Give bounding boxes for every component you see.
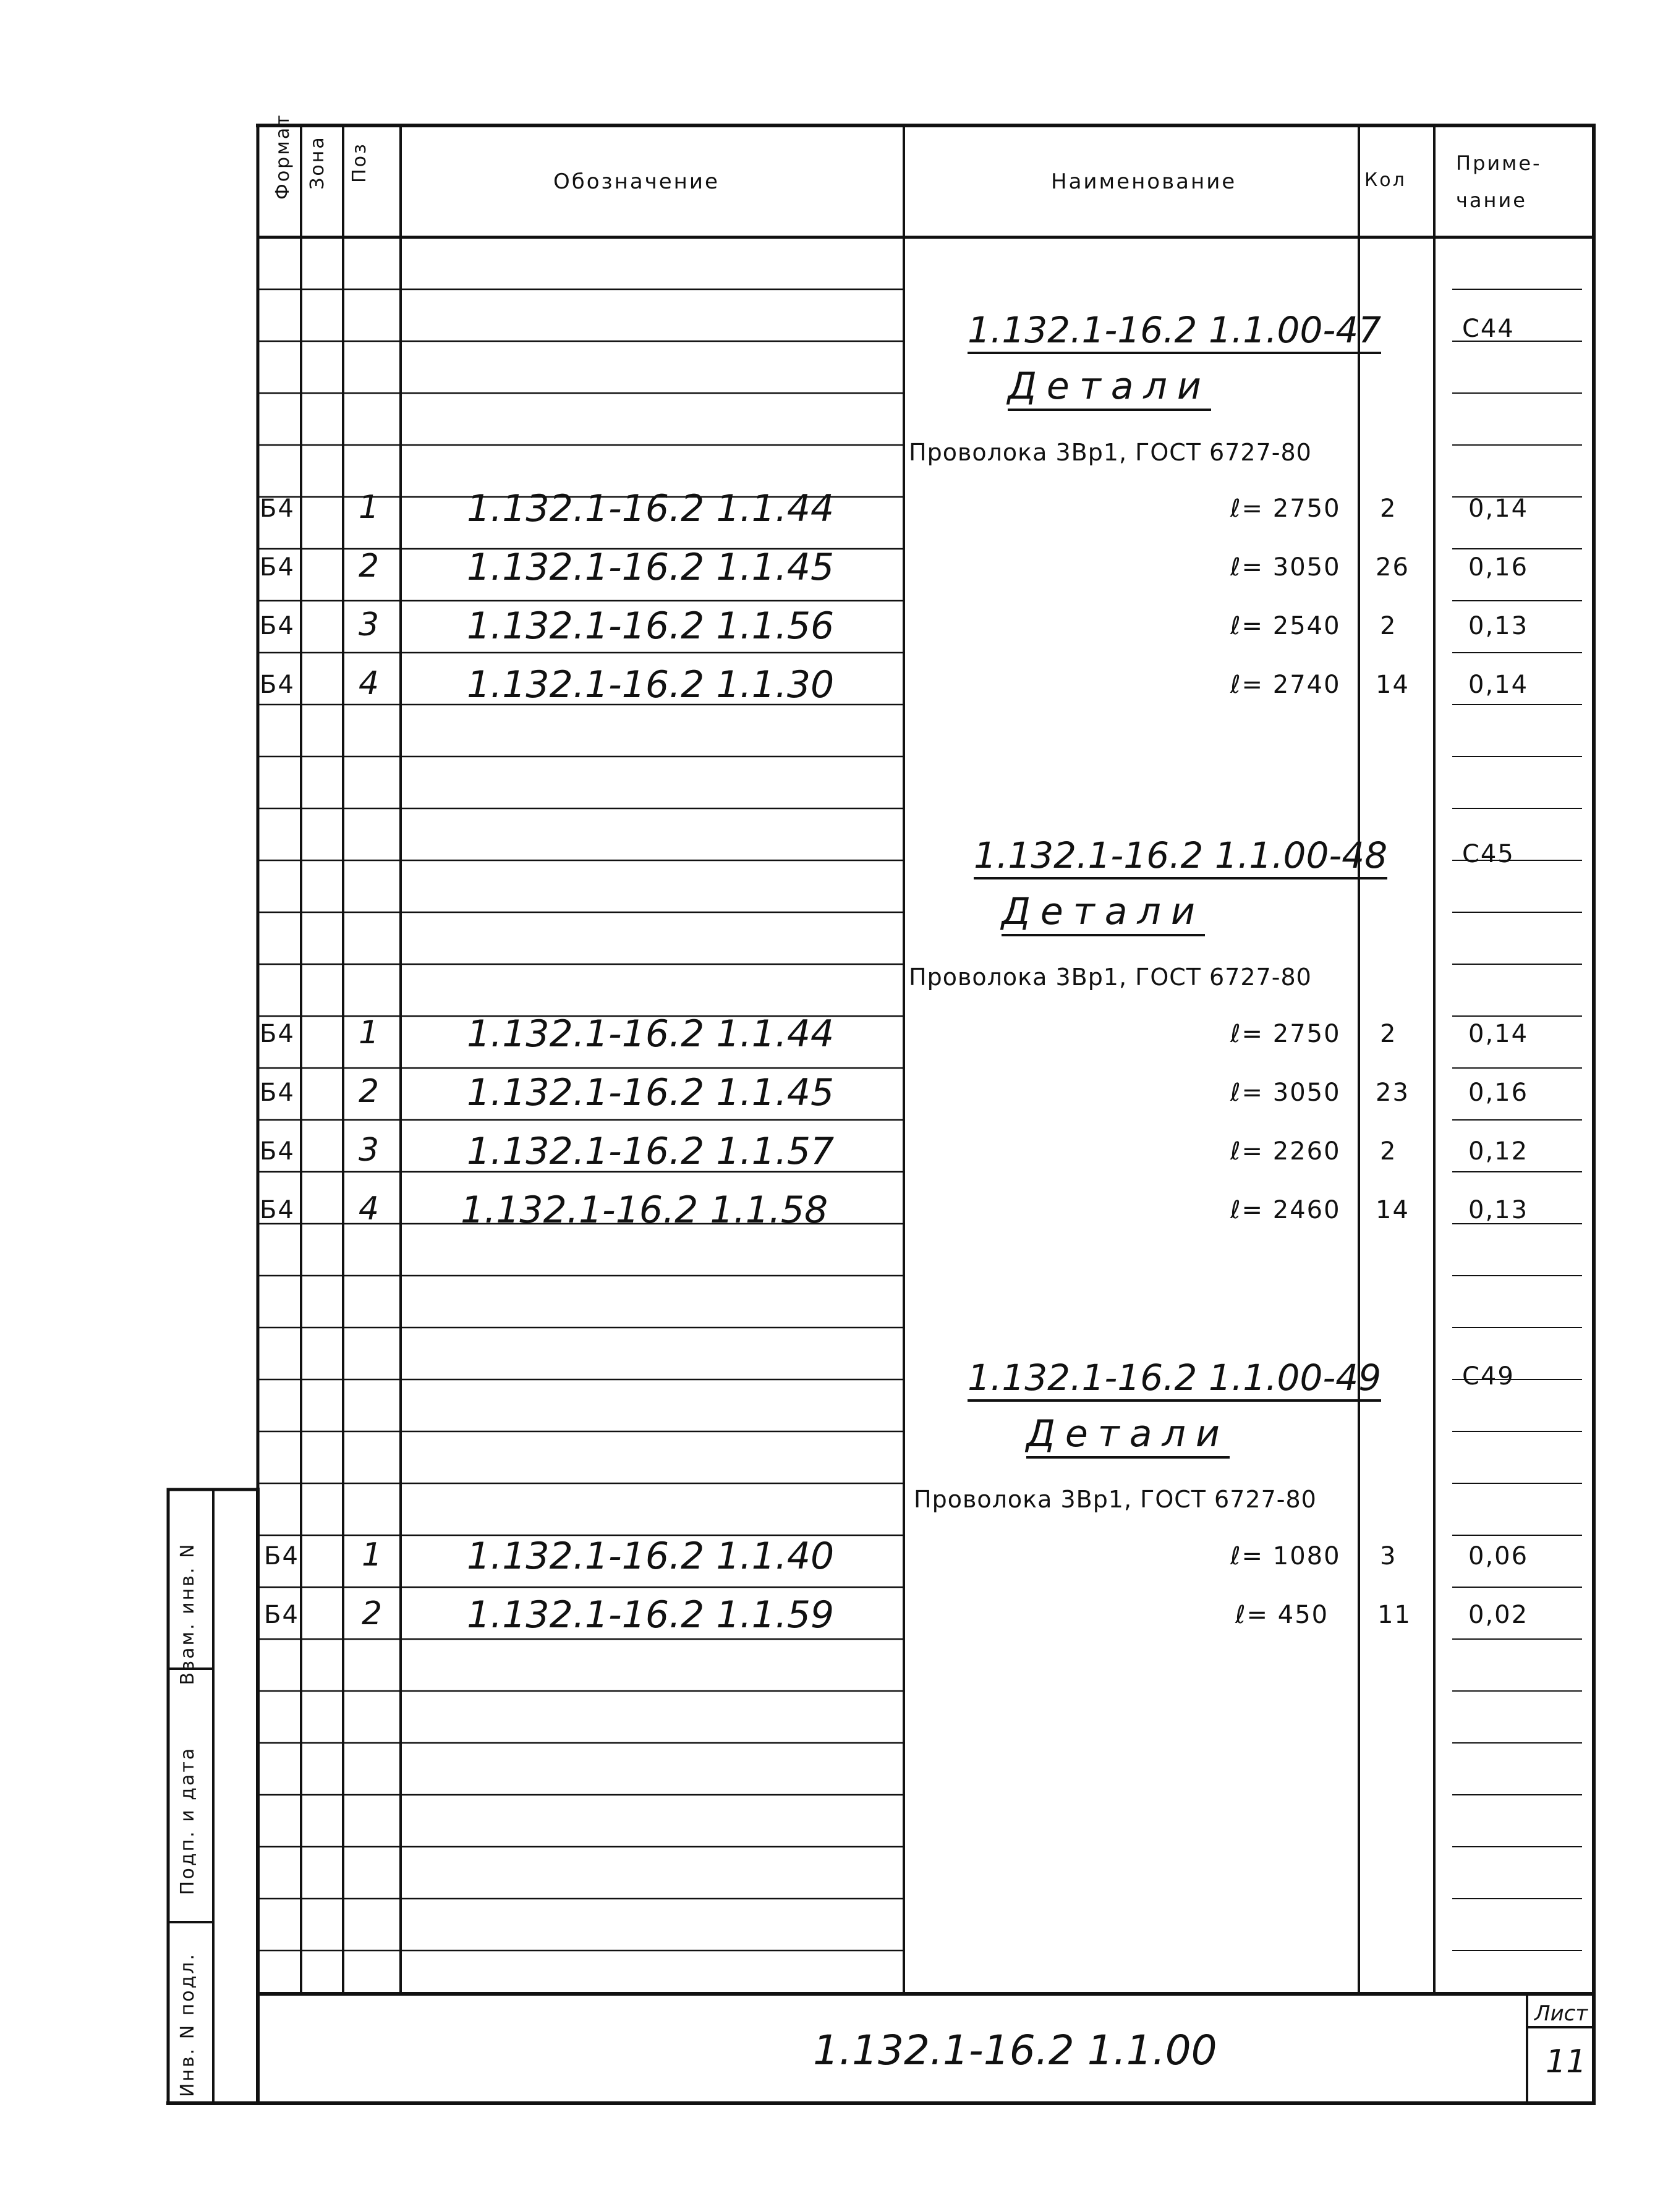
cell-format: Б4: [260, 553, 295, 582]
cell-note: 0,06: [1468, 1542, 1529, 1570]
details-subtitle: Детали: [1008, 368, 1211, 411]
details-subtitle: Детали: [1026, 1415, 1230, 1459]
header-qty: Кол: [1364, 169, 1406, 191]
cell-qty: 23: [1376, 1078, 1410, 1107]
cell-qty: 2: [1380, 1020, 1397, 1048]
sheet-label: Лист: [1534, 2001, 1588, 2026]
assembly-note: С45: [1462, 840, 1515, 868]
cell-format: Б4: [260, 1078, 295, 1107]
assembly-title: 1.132.1-16.2 1.1.00-47: [968, 312, 1381, 354]
cell-format: Б4: [260, 1020, 295, 1048]
stamp-replaced-inv: Взам. инв. N: [177, 1542, 198, 1685]
cell-name: ℓ= 450: [1235, 1601, 1329, 1629]
cell-designation: 1.132.1-16.2 1.1.56: [467, 604, 835, 648]
cell-qty: 14: [1376, 671, 1410, 699]
cell-designation: 1.132.1-16.2 1.1.58: [461, 1189, 828, 1232]
cell-qty: 2: [1380, 612, 1397, 640]
assembly-note: С49: [1462, 1362, 1515, 1391]
cell-qty: 26: [1376, 553, 1410, 582]
cell-pos: 2: [362, 1595, 383, 1632]
cell-pos: 3: [359, 606, 380, 643]
cell-name: ℓ= 3050: [1230, 553, 1341, 582]
cell-format: Б4: [260, 671, 295, 699]
cell-note: 0,16: [1468, 1078, 1529, 1107]
assembly-note: С44: [1462, 315, 1515, 343]
cell-pos: 4: [359, 1190, 380, 1227]
cell-format: Б4: [260, 612, 295, 640]
cell-note: 0,13: [1468, 1196, 1529, 1224]
cell-designation: 1.132.1-16.2 1.1.30: [467, 663, 835, 706]
cell-qty: 2: [1380, 494, 1397, 523]
assembly-title: 1.132.1-16.2 1.1.00-49: [968, 1360, 1381, 1402]
header-format: Формат: [272, 113, 294, 200]
cell-note: 0,02: [1468, 1601, 1529, 1629]
details-subtitle: Детали: [1002, 893, 1205, 936]
cell-name: ℓ= 2460: [1230, 1196, 1341, 1224]
material-label: Проволока 3Вр1, ГОСТ 6727-80: [909, 439, 1312, 466]
cell-pos: 2: [359, 1073, 380, 1110]
cell-designation: 1.132.1-16.2 1.1.45: [467, 1071, 835, 1114]
cell-pos: 1: [359, 489, 380, 526]
header-pos: Поз: [349, 142, 370, 183]
cell-format: Б4: [260, 1137, 295, 1166]
cell-qty: 2: [1380, 1137, 1397, 1166]
header-designation: Обозначение: [553, 169, 720, 194]
header-zone: Зона: [307, 135, 328, 190]
cell-name: ℓ= 2740: [1230, 671, 1341, 699]
cell-qty: 14: [1376, 1196, 1410, 1224]
cell-designation: 1.132.1-16.2 1.1.40: [467, 1535, 835, 1578]
assembly-title: 1.132.1-16.2 1.1.00-48: [974, 837, 1387, 879]
cell-note: 0,14: [1468, 1020, 1529, 1048]
header-note-line2: чание: [1456, 189, 1527, 212]
cell-designation: 1.132.1-16.2 1.1.59: [467, 1593, 835, 1637]
cell-format: Б4: [264, 1542, 299, 1570]
cell-name: ℓ= 2260: [1230, 1137, 1341, 1166]
cell-note: 0,13: [1468, 612, 1529, 640]
cell-designation: 1.132.1-16.2 1.1.44: [467, 487, 835, 530]
stamp-sign-date: Подп. и дата: [177, 1746, 198, 1896]
cell-name: ℓ= 2750: [1230, 1020, 1341, 1048]
material-label: Проволока 3Вр1, ГОСТ 6727-80: [909, 964, 1312, 991]
header-name: Наименование: [1051, 169, 1237, 194]
cell-name: ℓ= 2750: [1230, 494, 1341, 523]
cell-name: ℓ= 2540: [1230, 612, 1341, 640]
cell-qty: 3: [1380, 1542, 1397, 1570]
cell-name: ℓ= 3050: [1230, 1078, 1341, 1107]
cell-designation: 1.132.1-16.2 1.1.44: [467, 1012, 835, 1056]
sheet-number: 11: [1546, 2043, 1587, 2080]
cell-format: Б4: [260, 1196, 295, 1224]
cell-pos: 1: [359, 1014, 380, 1051]
cell-pos: 4: [359, 665, 380, 702]
cell-note: 0,14: [1468, 494, 1529, 523]
header-note-line1: Приме-: [1456, 151, 1542, 175]
cell-note: 0,16: [1468, 553, 1529, 582]
material-label: Проволока 3Вр1, ГОСТ 6727-80: [914, 1486, 1317, 1513]
cell-designation: 1.132.1-16.2 1.1.45: [467, 546, 835, 589]
cell-format: Б4: [264, 1601, 299, 1629]
cell-note: 0,14: [1468, 671, 1529, 699]
cell-pos: 2: [359, 548, 380, 585]
cell-format: Б4: [260, 494, 295, 523]
cell-designation: 1.132.1-16.2 1.1.57: [467, 1130, 835, 1173]
cell-name: ℓ= 1080: [1230, 1542, 1341, 1570]
cell-qty: 11: [1377, 1601, 1411, 1629]
document-code: 1.132.1-16.2 1.1.00: [813, 2027, 1217, 2074]
cell-note: 0,12: [1468, 1137, 1529, 1166]
stamp-inv-original: Инв. N подл.: [177, 1952, 198, 2098]
cell-pos: 1: [362, 1536, 383, 1574]
cell-pos: 3: [359, 1132, 380, 1169]
